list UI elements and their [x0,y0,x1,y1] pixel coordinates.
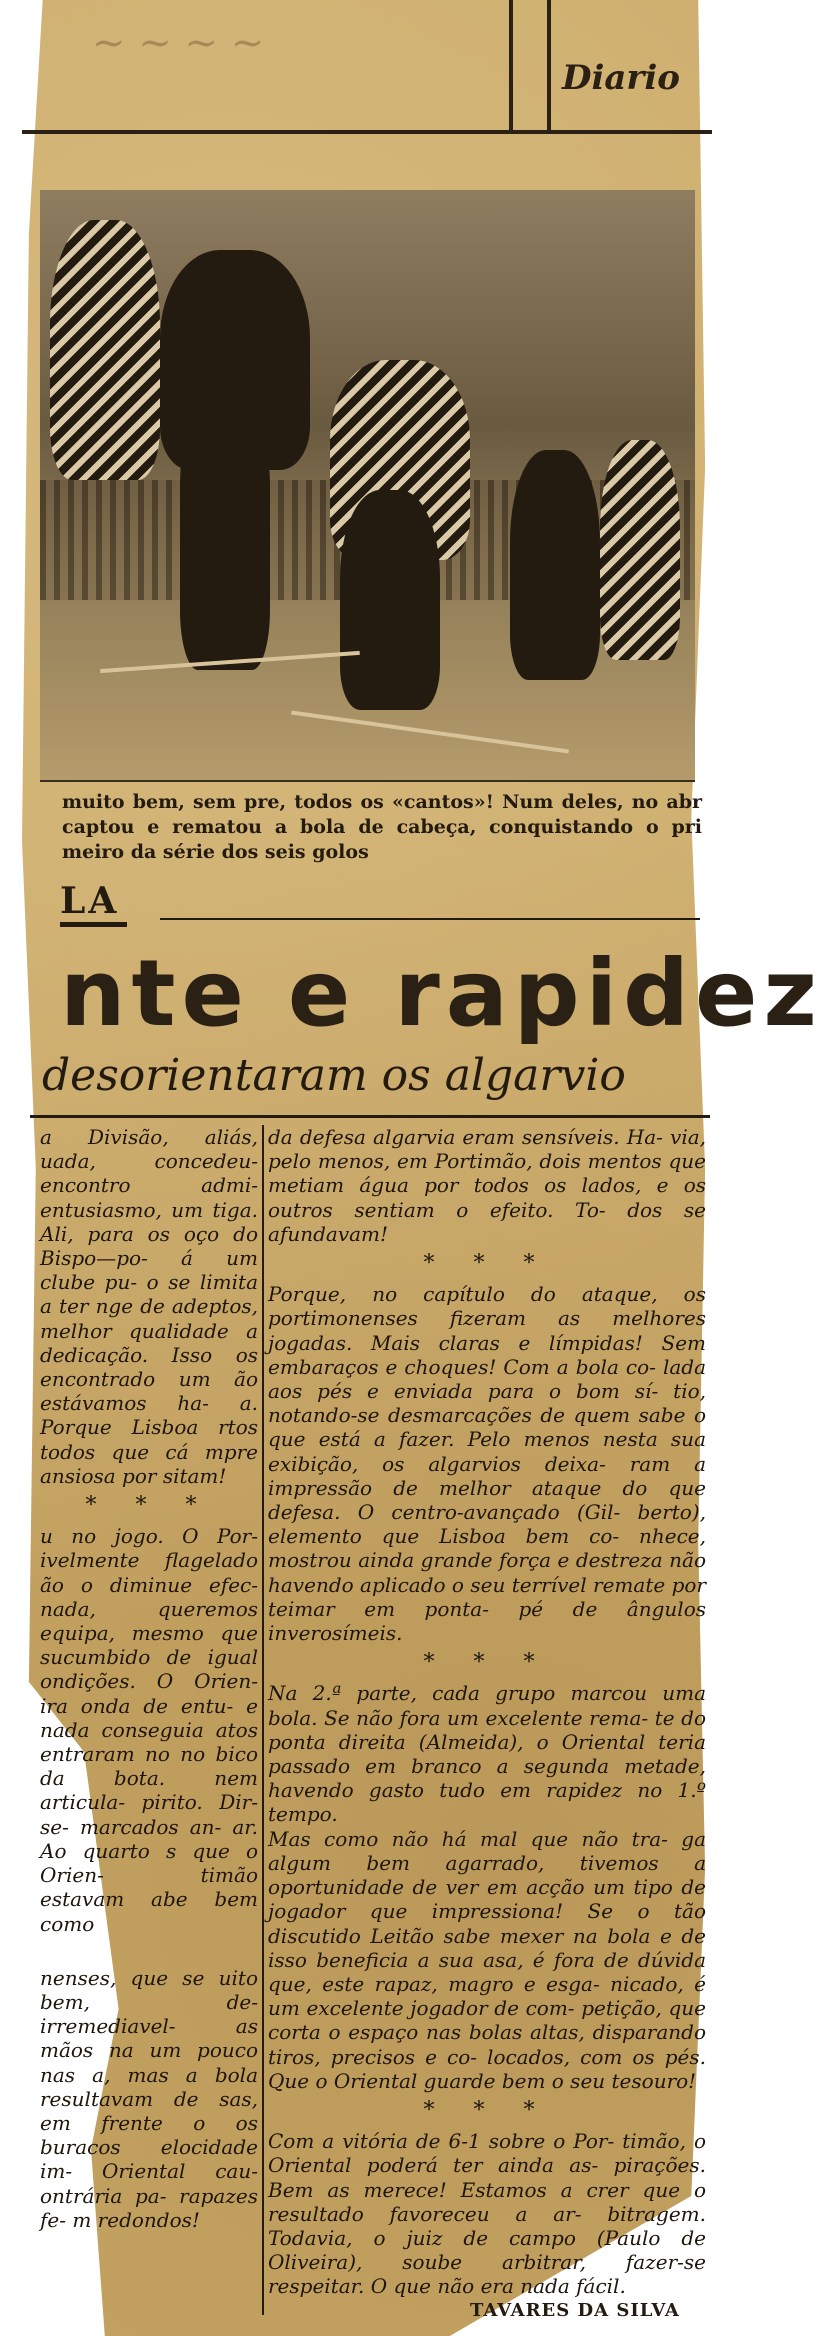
paragraph: a Divisão, aliás, uada, concedeu- encontro admi- entusiasmo, um tiga. Ali, para os oço do Bispo—po- á um clube pu- o se limita a ter nge de adeptos, melhor qualidade a dedicação. Isso os encontrado um ão estávamos ha- a. Porque Lisboa rtos todos que cá mpre ansiosa por sitam! [40,1125,258,1488]
photo-player [600,440,680,660]
section-separator: * * * [85,1493,213,1519]
paragraph: Com a vitória de 6-1 sobre o Por- timão, o Oriental poderá ter ainda as- pirações. Bem as merece! Estamos a crer que o resultado favoreceu a ar- bitragem. Todavia, o juiz de campo (Paulo de Oliveira), soube arbitrar, fazer-se respeitar. O que não era nada fácil. [268,2129,706,2299]
photo-player [180,370,270,670]
masthead-rule [547,0,551,130]
paragraph: Na 2.ª parte, cada grupo marcou uma bola. Se não fora um excelente rema- te do ponta direita (Almeida), o Oriental teria passado em branco a segunda metade, havendo gasto tudo em rapidez no 1.º tempo. [268,1681,706,1827]
handwritten-note: ~ ~ ~ ~ [92,20,265,66]
section-label: LA [60,880,127,927]
subheadline-rule [30,1115,710,1118]
section-rule [160,918,700,920]
paragraph: nenses, que se uito bem, de- irremediavel- as mãos na um pouco nas a, mas a bola resultavam de sas, em frente o os buracos elocidade im- Oriental cau- ontrária pa- rapazes fe- m redondos! [40,1965,258,2232]
masthead-underline [22,130,712,134]
newspaper-name: Diario [562,58,680,98]
photo-player [510,450,600,680]
match-photo [40,190,695,782]
section-separator: * * * [423,1650,551,1676]
paragraph: u no jogo. O Por- ivelmente flagelado ão o diminue efec- nada, queremos equipa, mesmo que sucumbido de igual ondições. O Orien- ira onda de entu- e nada conseguia atos entraram no no bico da bota. nem articula- pirito. Dir-se- marcados an- ar. Ao quarto s que o Orien- timão estavam abe bem como [40,1524,258,1936]
masthead-rule [509,0,513,130]
article-left-column [40,1125,258,2320]
article-subheadline: desorientaram os algarvio [42,1050,626,1101]
article-byline: TAVARES DA SILVA [470,2300,680,2321]
paragraph: da defesa algarvia eram sensíveis. Ha- via, pelo menos, em Portimão, dois mentos que metiam água por todos os lados, e os outros sentiam o efeito. To- dos se afundavam! [268,1125,706,1246]
article-headline: nte e rapidez [60,940,823,1047]
photo-player [340,490,440,710]
section-separator: * * * [423,1251,551,1277]
photo-field-line [291,711,569,754]
section-separator: * * * [423,2097,551,2123]
column-divider [262,1125,264,2315]
article-right-column [268,1125,706,2320]
photo-caption: muito bem, sem pre, todos os «cantos»! Num deles, no abr captou e rematou a bola de cabeça, conquistando o pri meiro da série dos seis golos [62,791,702,863]
masthead [22,0,712,140]
photo-player [50,220,160,480]
paragraph: Mas como não há mal que não tra- ga algum bem agarrado, tivemos a oportunidade de ver em acção um tipo de jogador que impressiona! Se o tão discutido Leitão sabe mexer na bola e de isso beneficia a sua asa, é fora de dúvida que, este rapaz, magro e esga- nicado, é um excelente jogador de com- petição, que corta o espaço nas bolas altas, disparando tiros, precisos e co- locados, com os pés. Que o Oriental guarde bem o seu tesouro! [268,1826,706,2093]
paragraph: Porque, no capítulo do ataque, os portimonenses fizeram as melhores jogadas. Mais claras e límpidas! Sem embaraços e choques! Com a bola co- lada aos pés e enviada para o bom sí- tio, notando-se desmarcações de quem sabe o que está a fazer. Pelo menos nesta sua exibição, os algarvios deixa- ram a impressão de melhor ataque do que defesa. O centro-avançado (Gil- berto), elemento que Lisboa bem co- nhece, mostrou ainda grande força e destreza não havendo aplicado o seu terrível remate por teimar em ponta- pé de ângulos inverosímeis. [268,1282,706,1646]
